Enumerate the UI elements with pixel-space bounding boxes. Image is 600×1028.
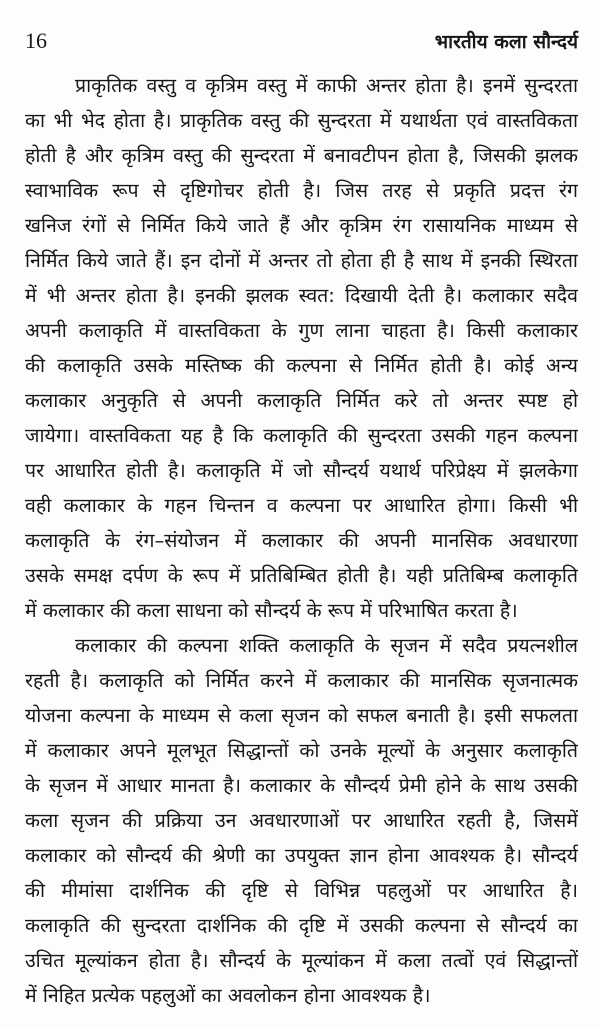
text-line: में भी अन्तर होता है। इनकी झलक स्वत: दिखायी देती है। कलाकार सदैव [25, 284, 578, 307]
running-title: भारतीय कला सौन्दर्य [434, 31, 578, 53]
text-line: उसके समक्ष दर्पण के रूप में प्रतिबिम्बित होती है। यही प्रतिबिम्ब कलाकृति [25, 564, 578, 587]
page-number: 16 [25, 28, 47, 53]
text-line: वही कलाकार के गहन चिन्तन व कल्पना पर आधारित होगा। किसी भी [25, 494, 578, 517]
text-line: में निहित प्रत्येक पहलुओं का अवलोकन होना आवश्यक है। [25, 984, 431, 1007]
text-line: योजना कल्पना के माध्यम से कला सृजन को सफल बनाती है। इसी सफलता [25, 704, 578, 727]
text-line: कलाकृति के रंग–संयोजन में कलाकार की अपनी मानसिक अवधारणा [25, 529, 578, 552]
text-line: जायेगा। वास्तविकता यह है कि कलाकृति की सुन्दरता उसकी गहन कल्पना [25, 424, 578, 447]
page-header [25, 28, 578, 58]
text-line: पर आधारित होती है। कलाकृति में जो सौन्दर्य यथार्थ परिप्रेक्ष्य में झलकेगा [25, 459, 578, 482]
text-line: के सृजन में आधार मानता है। कलाकार के सौन्दर्य प्रेमी होने के साथ उसकी [25, 774, 578, 797]
text-line: खनिज रंगों से निर्मित किये जाते हैं और कृत्रिम रंग रासायनिक माध्यम से [25, 214, 578, 237]
text-line: होती है और कृत्रिम वस्तु की सुन्दरता में बनावटीपन होता है, जिसकी झलक [25, 144, 578, 167]
text-line: उचित मूल्यांकन होता है। सौन्दर्य के मूल्यांकन में कला तत्वों एवं सिद्धान्तों [25, 949, 578, 972]
text-line: की मीमांसा दार्शनिक की दृष्टि से विभिन्न पहलुओं पर आधारित है। [25, 879, 578, 902]
text-line: में कलाकार अपने मूलभूत सिद्धान्तों को उनके मूल्यों के अनुसार कलाकृति [25, 739, 578, 762]
text-line: निर्मित किये जाते हैं। इन दोनों में अन्तर तो होता ही है साथ में इनकी स्थिरता [25, 249, 578, 272]
text-line: कलाकार अनुकृति से अपनी कलाकृति निर्मित करे तो अन्तर स्पष्ट हो [25, 389, 578, 412]
text-line: की कलाकृति उसके मस्तिष्क की कल्पना से निर्मित होती है। कोई अन्य [25, 354, 578, 377]
text-line: स्वाभाविक रूप से दृष्टिगोचर होती है। जिस तरह से प्रकृति प्रदत्त रंग [25, 179, 578, 202]
page-body [25, 68, 578, 1013]
text-line: में कलाकार की कला साधना को सौन्दर्य के रूप में परिभाषित करता है। [25, 599, 518, 622]
text-line: प्राकृतिक वस्तु व कृत्रिम वस्तु में काफी अन्तर होता है। इनमें सुन्दरता [75, 74, 578, 97]
text-line: अपनी कलाकृति में वास्तविकता के गुण लाना चाहता है। किसी कलाकार [25, 319, 578, 342]
text-line: कलाकृति की सुन्दरता दार्शनिक की दृष्टि में उसकी कल्पना से सौन्दर्य का [25, 914, 578, 937]
text-line: रहती है। कलाकृति को निर्मित करने में कलाकार की मानसिक सृजनात्मक [25, 669, 578, 692]
text-line: कलाकार को सौन्दर्य की श्रेणी का उपयुक्त ज्ञान होना आवश्यक है। सौन्दर्य [25, 844, 578, 867]
text-line: कलाकार की कल्पना शक्ति कलाकृति के सृजन में सदैव प्रयत्नशील [75, 634, 578, 657]
text-line: का भी भेद होता है। प्राकृतिक वस्तु की सुन्दरता में यथार्थता एवं वास्तविकता [25, 109, 578, 132]
text-line: कला सृजन की प्रक्रिया उन अवधारणाओं पर आधारित रहती है, जिसमें [25, 809, 578, 832]
